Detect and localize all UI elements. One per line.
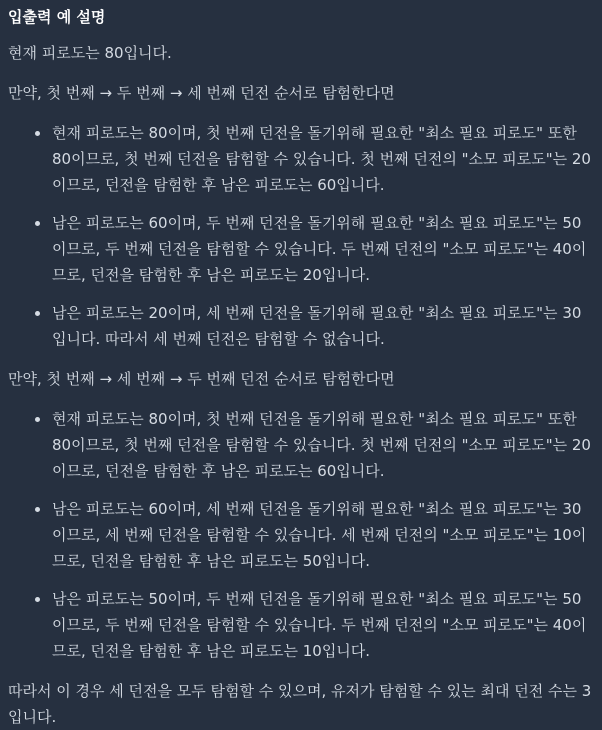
list-item: 남은 피로도는 50이며, 두 번째 던전을 돌기위해 필요한 "최소 필요 피로도"는 50이므로, 두 번째 던전을 탐험할 수 있습니다. 두 번째 던전의 "소모 피로도"는 40이므로, 던전을 탐험한 후 남은 피로도는 10입니다.: [52, 586, 594, 664]
list-item: 현재 피로도는 80이며, 첫 번째 던전을 돌기위해 필요한 "최소 필요 피로도" 또한 80이므로, 첫 번째 던전을 탐험할 수 있습니다. 첫 번째 던전의 "소모 피로도"는 20이므로, 던전을 탐험한 후 남은 피로도는 60입니다.: [52, 120, 594, 198]
conclusion-paragraph: 따라서 이 경우 세 던전을 모두 탐험할 수 있으며, 유저가 탐험할 수 있는 최대 던전 수는 3입니다.: [8, 682, 592, 726]
intro-paragraph: 현재 피로도는 80입니다.: [8, 44, 172, 62]
list-item: 남은 피로도는 60이며, 세 번째 던전을 돌기위해 필요한 "최소 필요 피로도"는 30이므로, 세 번째 던전을 탐험할 수 있습니다. 세 번째 던전의 "소모 피로도"는 10이므로, 던전을 탐험한 후 남은 피로도는 50입니다.: [52, 496, 594, 574]
list-item: 현재 피로도는 80이며, 첫 번째 던전을 돌기위해 필요한 "최소 필요 피로도" 또한 80이므로, 첫 번째 던전을 탐험할 수 있습니다. 첫 번째 던전의 "소모 피로도"는 20이므로, 던전을 탐험한 후 남은 피로도는 60입니다.: [52, 406, 594, 484]
scenario1-list: [8, 120, 594, 352]
section-title: 입출력 예 설명: [8, 8, 106, 26]
scenario2-heading: 만약, 첫 번째 → 세 번째 → 두 번째 던전 순서로 탐험한다면: [8, 370, 395, 388]
scenario2-list: [8, 406, 594, 664]
scenario1-heading: 만약, 첫 번째 → 두 번째 → 세 번째 던전 순서로 탐험한다면: [8, 84, 395, 102]
list-item: 남은 피로도는 60이며, 두 번째 던전을 돌기위해 필요한 "최소 필요 피로도"는 50이므로, 두 번째 던전을 탐험할 수 있습니다. 두 번째 던전의 "소모 피로도"는 40이므로, 던전을 탐험한 후 남은 피로도는 20입니다.: [52, 210, 594, 288]
list-item: 남은 피로도는 20이며, 세 번째 던전을 돌기위해 필요한 "최소 필요 피로도"는 30입니다. 따라서 세 번째 던전은 탐험할 수 없습니다.: [52, 300, 594, 352]
